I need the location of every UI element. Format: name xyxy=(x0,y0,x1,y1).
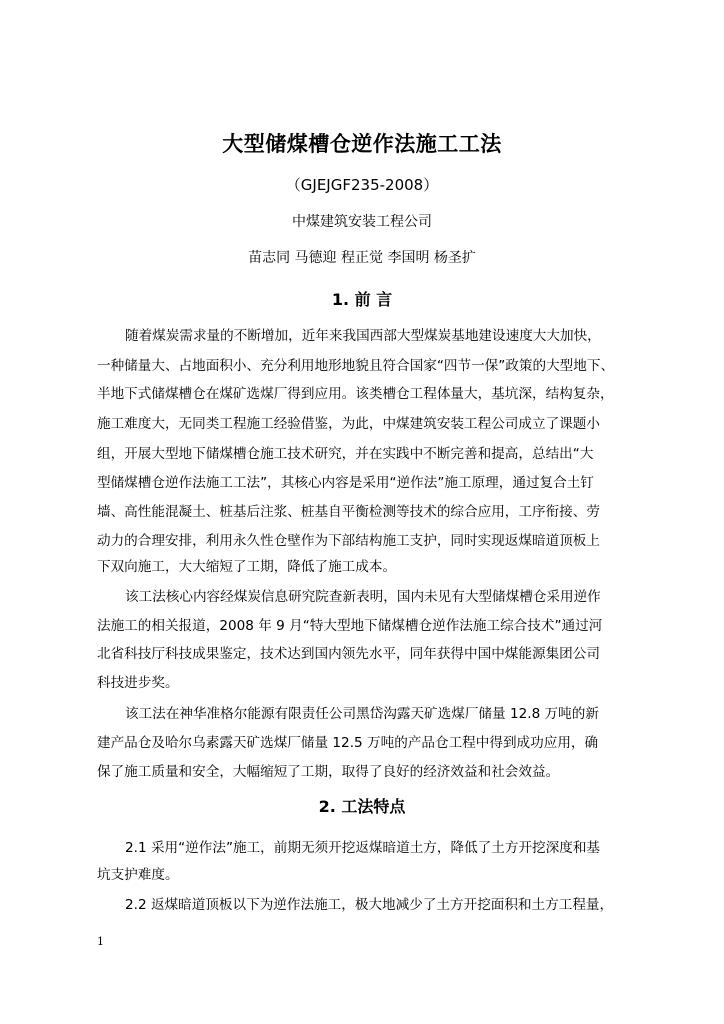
section-heading-features: 2. 工法特点 xyxy=(318,797,406,816)
paragraph-line: 一种储量大、占地面积小、充分利用地形地貌且符合国家“四节一保”政策的大型地下、 xyxy=(97,358,615,374)
page-number: 1 xyxy=(97,935,104,948)
paragraph-line: 组，开展大型地下储煤槽仓施工技术研究，并在实践中不断完善和提高，总结出“大 xyxy=(97,446,594,462)
paragraph-line: 保了施工质量和安全，大幅缩短了工期，取得了良好的经济效益和社会效益。 xyxy=(97,764,560,780)
paragraph-line: 科技进步奖。 xyxy=(97,675,179,691)
standard-code: （GJEJGF235-2008） xyxy=(285,176,439,194)
paragraph-line: 型储煤槽仓逆作法施工工法”，其核心内容是采用“逆作法”施工原理，通过复合土钉 xyxy=(97,475,594,491)
company-name: 中煤建筑安装工程公司 xyxy=(292,214,432,230)
paragraph-line: 该工法在神华准格尔能源有限责任公司黑岱沟露天矿选煤厂储量 12.8 万吨的新 xyxy=(125,706,599,722)
paragraph-line: 2.2 返煤暗道顶板以下为逆作法施工，极大地减少了土方开挖面积和土方工程量， xyxy=(125,897,614,913)
author-list: 苗志同 马德迎 程正觉 李国明 杨圣扩 xyxy=(248,250,476,266)
paragraph-line: 坑支护难度。 xyxy=(97,867,179,883)
paragraph-line: 法施工的相关报道，2008 年 9 月“特大型地下储煤槽仓逆作法施工综合技术”通过河 xyxy=(97,618,603,634)
paragraph-line: 该工法核心内容经煤炭信息研究院查新表明，国内未见有大型储煤槽仓采用逆作 xyxy=(125,589,601,605)
paragraph-line: 下双向施工，大大缩短了工期，降低了施工成本。 xyxy=(97,559,397,575)
paragraph-line: 施工难度大，无同类工程施工经验借鉴，为此，中煤建筑安装工程公司成立了课题小 xyxy=(97,416,600,432)
paragraph-line: 随着煤炭需求量的不断增加，近年来我国西部大型煤炭基地建设速度大大加快， xyxy=(125,328,601,344)
document-title: 大型储煤槽仓逆作法施工工法 xyxy=(222,132,502,156)
paragraph-line: 建产品仓及哈尔乌素露天矿选煤厂储量 12.5 万吨的产品仓工程中得到成功应用，确 xyxy=(97,735,599,751)
paragraph-line: 半地下式储煤槽仓在煤矿选煤厂得到应用。该类槽仓工程体量大，基坑深，结构复杂， xyxy=(97,386,614,402)
paragraph-line: 2.1 采用“逆作法”施工，前期无须开挖返煤暗道土方，降低了土方开挖深度和基 xyxy=(125,840,601,856)
paragraph-line: 北省科技厅科技成果鉴定，技术达到国内领先水平，同年获得中国中煤能源集团公司 xyxy=(97,646,600,662)
paragraph-line: 墙、高性能混凝土、桩基后注浆、桩基自平衡检测等技术的综合应用，工序衔接、劳 xyxy=(97,504,600,520)
paragraph-line: 动力的合理安排，利用永久性仓壁作为下部结构施工支护，同时实现返煤暗道顶板上 xyxy=(97,533,600,549)
section-heading-preface: 1. 前 言 xyxy=(331,290,393,309)
